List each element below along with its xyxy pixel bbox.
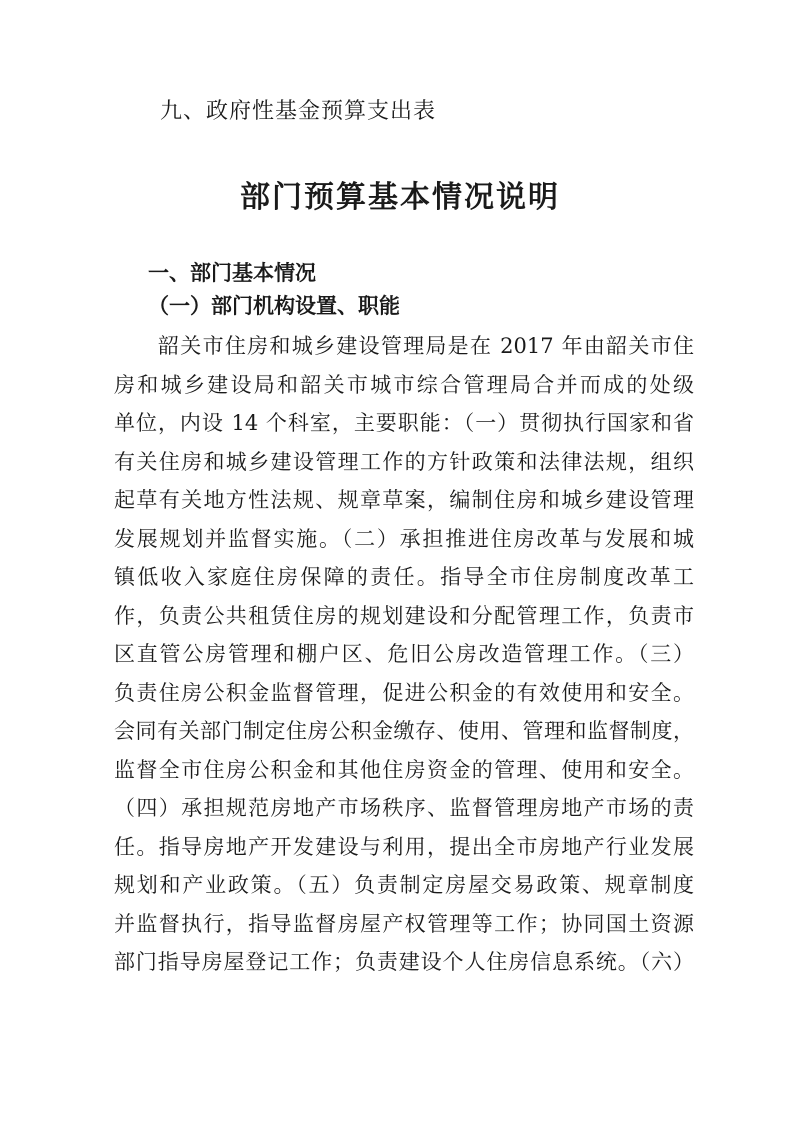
body-line: 负责住房公积金监督管理，促进公积金的有效使用和安全。 <box>114 680 694 705</box>
body-line: 发展规划并监督实施。（二）承担推进住房改革与发展和城 <box>114 526 694 551</box>
body-line: 并监督执行，指导监督房屋产权管理等工作；协同国土资源 <box>114 911 694 936</box>
section-heading: 一、部门基本情况 <box>148 261 316 285</box>
body-line: 有关住房和城乡建设管理工作的方针政策和法律法规，组织 <box>114 449 694 474</box>
document-title: 部门预算基本情况说明 <box>240 180 560 215</box>
body-paragraph <box>114 327 694 982</box>
body-line: 镇低收入家庭住房保障的责任。指导全市住房制度改革工 <box>114 565 694 589</box>
body-line: 韶关市住房和城乡建设管理局是在 2017 年由韶关市住 <box>158 334 694 358</box>
subsection-heading: （一）部门机构设置、职能 <box>148 294 400 318</box>
body-line: 任。指导房地产开发建设与利用，提出全市房地产行业发展 <box>114 834 694 859</box>
body-line: 起草有关地方性法规、规章草案，编制住房和城乡建设管理 <box>114 488 694 512</box>
attachment-list-item: 九、政府性基金预算支出表 <box>160 99 437 124</box>
body-line: 会同有关部门制定住房公积金缴存、使用、管理和监督制度， <box>114 719 694 743</box>
body-line: 规划和产业政策。（五）负责制定房屋交易政策、规章制度 <box>114 873 694 897</box>
body-line: 房和城乡建设局和韶关市城市综合管理局合并而成的处级 <box>114 372 694 397</box>
body-line: 作，负责公共租赁住房的规划建设和分配管理工作，负责市 <box>114 603 694 628</box>
body-line: 单位，内设 14 个科室，主要职能：（一）贯彻执行国家和省 <box>114 411 694 435</box>
body-line: 部门指导房屋登记工作；负责建设个人住房信息系统。（六） <box>114 950 694 974</box>
body-line: 监督全市住房公积金和其他住房资金的管理、使用和安全。 <box>114 757 694 782</box>
body-line: （四）承担规范房地产市场秩序、监督管理房地产市场的责 <box>114 796 694 820</box>
body-line: 区直管公房管理和棚户区、危旧公房改造管理工作。（三） <box>114 642 694 666</box>
